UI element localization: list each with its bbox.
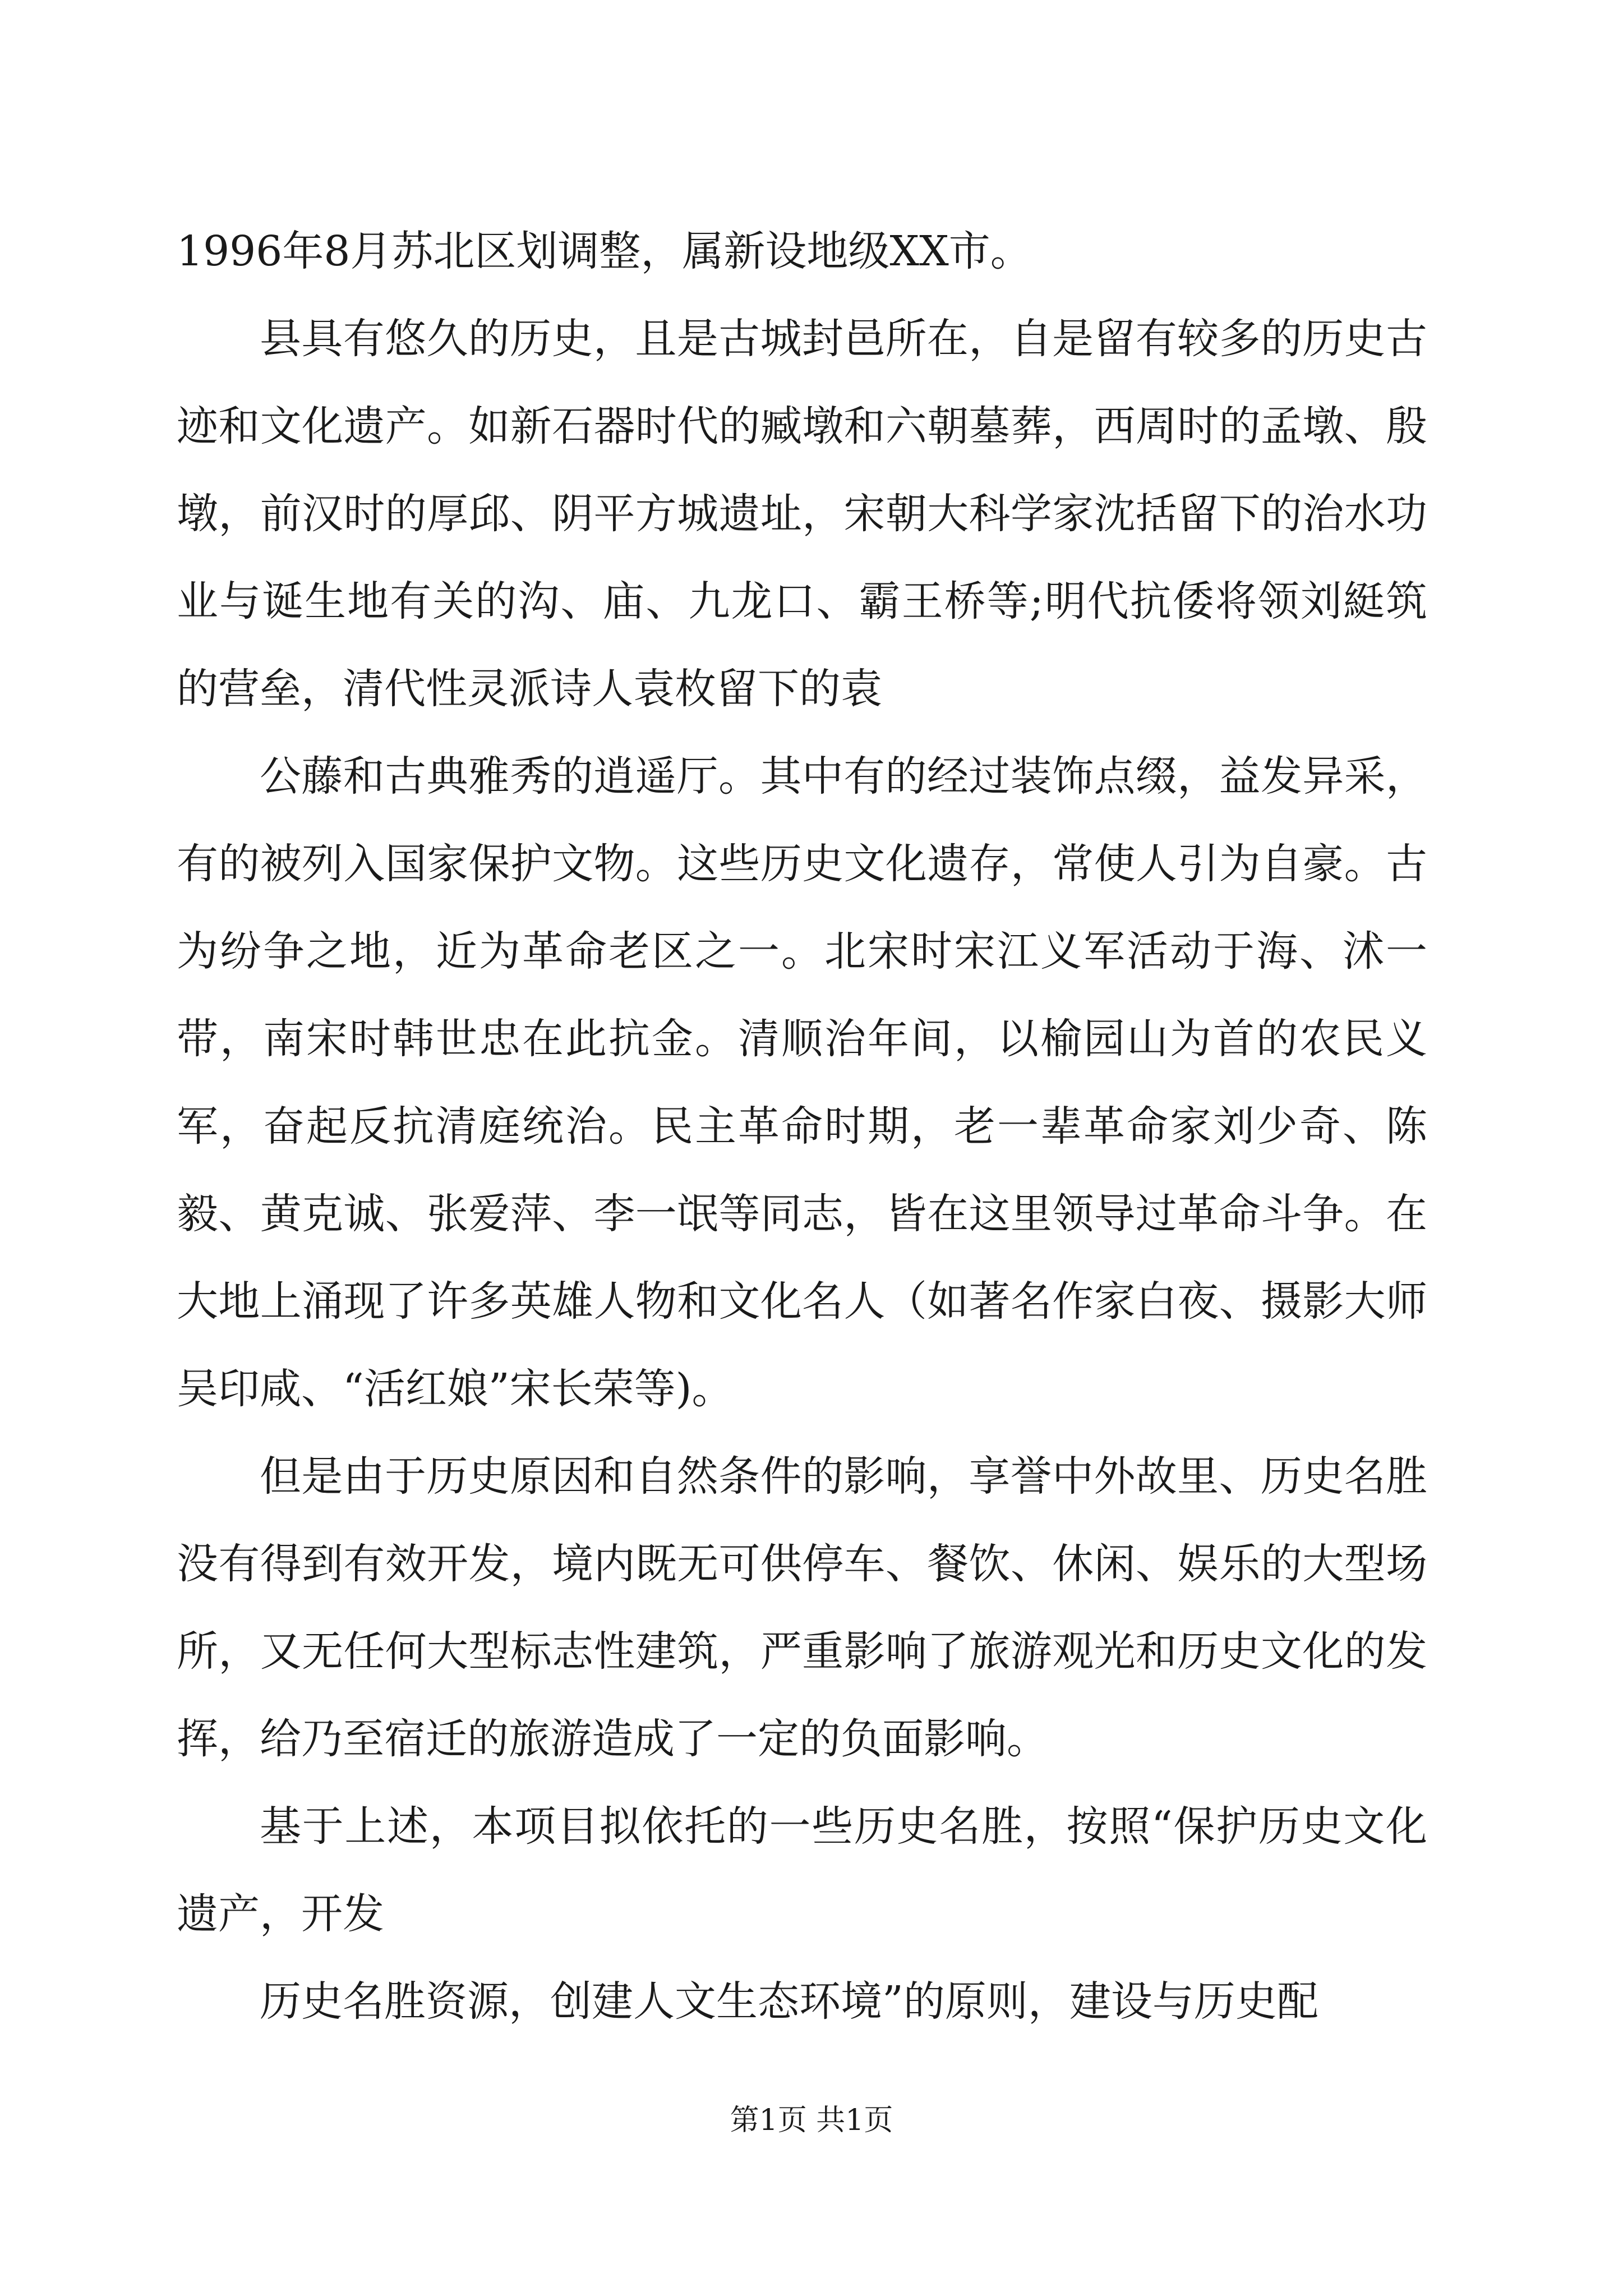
paragraph-3: 公藤和古典雅秀的逍遥厅。其中有的经过装饰点缀，益发异采，有的被列入国家保护文物。这些历史文化遗存，常使人引为自豪。古为纷争之地，近为革命老区之一。北宋时宋江义军活动于海、沭一带，南宋时韩世忠在此抗金。清顺治年间，以榆园山为首的农民义军，奋起反抗清庭统治。民主革命时期，老一辈革命家刘少奇、陈毅、黄克诚、张爱萍、李一氓等同志，皆在这里领导过革命斗争。在大地上涌现了许多英雄人物和文化名人（如著名作家白夜、摄影大师吴印咸、“活红娘”宋长荣等)。 bbox=[177, 752, 1427, 1413]
paragraph-6: 历史名胜资源，创建人文生态环境”的原则，建设与历史配 bbox=[260, 1977, 1318, 2026]
paragraph-1: 1996年8月苏北区划调整，属新设地级XX市。 bbox=[177, 227, 1032, 275]
document-body bbox=[177, 208, 1427, 2045]
paragraph-4: 但是由于历史原因和自然条件的影响，享誉中外故里、历史名胜没有得到有效开发，境内既无可供停车、餐饮、休闲、娱乐的大型场所，又无任何大型标志性建筑，严重影响了旅游观光和历史文化的发挥，给乃至宿迁的旅游造成了一定的负面影响。 bbox=[177, 1452, 1427, 1763]
paragraph-5: 基于上述，本项目拟依托的一些历史名胜，按照“保护历史文化遗产，开发 bbox=[177, 1802, 1427, 1938]
page-number-footer: 第1页 共1页 bbox=[730, 2104, 893, 2137]
paragraph-2: 县具有悠久的历史，且是古城封邑所在，自是留有较多的历史古迹和文化遗产。如新石器时代的臧墩和六朝墓葬，西周时的孟墩、殷墩，前汉时的厚邱、阴平方城遗址，宋朝大科学家沈括留下的治水功业与诞生地有关的沟、庙、九龙口、霸王桥等;明代抗倭将领刘綎筑的营垒，清代性灵派诗人袁枚留下的袁 bbox=[177, 315, 1427, 713]
